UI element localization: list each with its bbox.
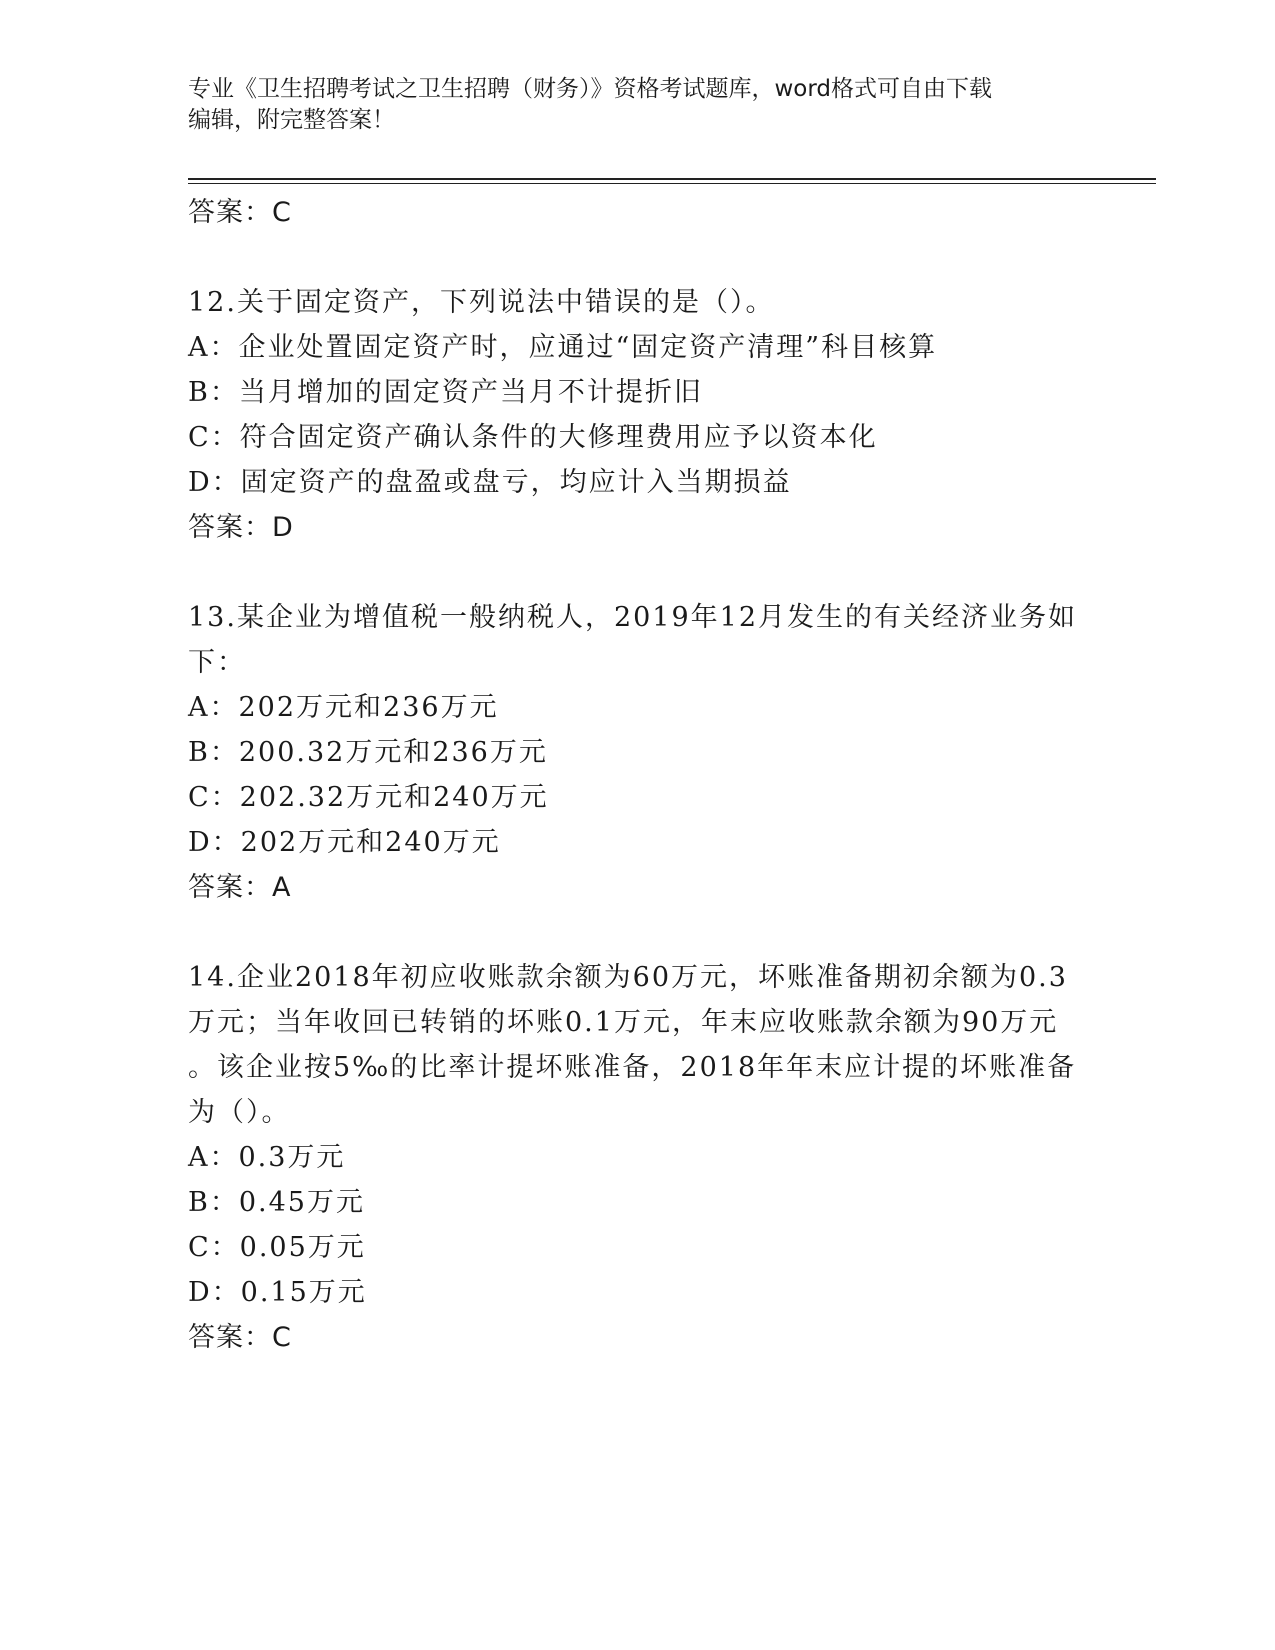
question-text-line-2: 万元；当年收回已转销的坏账0.1万元，年末应收账款余额为90万元 — [188, 1007, 1059, 1038]
question-text-line-2: 下： — [188, 647, 246, 678]
question-text: 12.关于固定资产，下列说法中错误的是（）。 — [188, 287, 775, 318]
header-line-2: 编辑，附完整答案！ — [188, 107, 395, 133]
option-b: B：当月增加的固定资产当月不计提折旧 — [188, 377, 703, 408]
header-divider — [188, 178, 1156, 180]
question-text-line-1: 13.某企业为增值税一般纳税人，2019年12月发生的有关经济业务如 — [188, 602, 1078, 633]
document-header — [188, 74, 1068, 136]
header-line-1: 专业《卫生招聘考试之卫生招聘（财务）》资格考试题库，word格式可自由下载 — [188, 76, 993, 102]
option-b: B：0.45万元 — [188, 1187, 365, 1218]
answer: 答案：A — [188, 872, 292, 903]
question-text-line-4: 为（）。 — [188, 1097, 291, 1128]
answer: 答案：D — [188, 512, 294, 543]
question-12 — [188, 280, 1078, 550]
option-d: D：固定资产的盘盈或盘亏，均应计入当期损益 — [188, 467, 792, 498]
question-13 — [188, 595, 1078, 910]
question-list — [188, 190, 1078, 1360]
answer: 答案：C — [188, 1322, 292, 1353]
previous-answer: 答案：C — [188, 197, 292, 228]
question-text-line-1: 14.企业2018年初应收账款余额为60万元，坏账准备期初余额为0.3 — [188, 962, 1068, 993]
option-c: C：0.05万元 — [188, 1232, 366, 1263]
option-a: A：企业处置固定资产时，应通过“固定资产清理”科目核算 — [188, 332, 938, 363]
question-14 — [188, 955, 1078, 1360]
option-a: A：202万元和236万元 — [188, 692, 499, 723]
option-c: C：202.32万元和240万元 — [188, 782, 549, 813]
header-divider-thin — [188, 183, 1156, 184]
option-c: C：符合固定资产确认条件的大修理费用应予以资本化 — [188, 422, 878, 453]
question-text-line-3: 。该企业按5‰的比率计提坏账准备，2018年年末应计提的坏账准备 — [188, 1052, 1077, 1083]
option-a: A：0.3万元 — [188, 1142, 346, 1173]
option-d: D：0.15万元 — [188, 1277, 367, 1308]
option-d: D：202万元和240万元 — [188, 827, 501, 858]
option-b: B：200.32万元和236万元 — [188, 737, 548, 768]
